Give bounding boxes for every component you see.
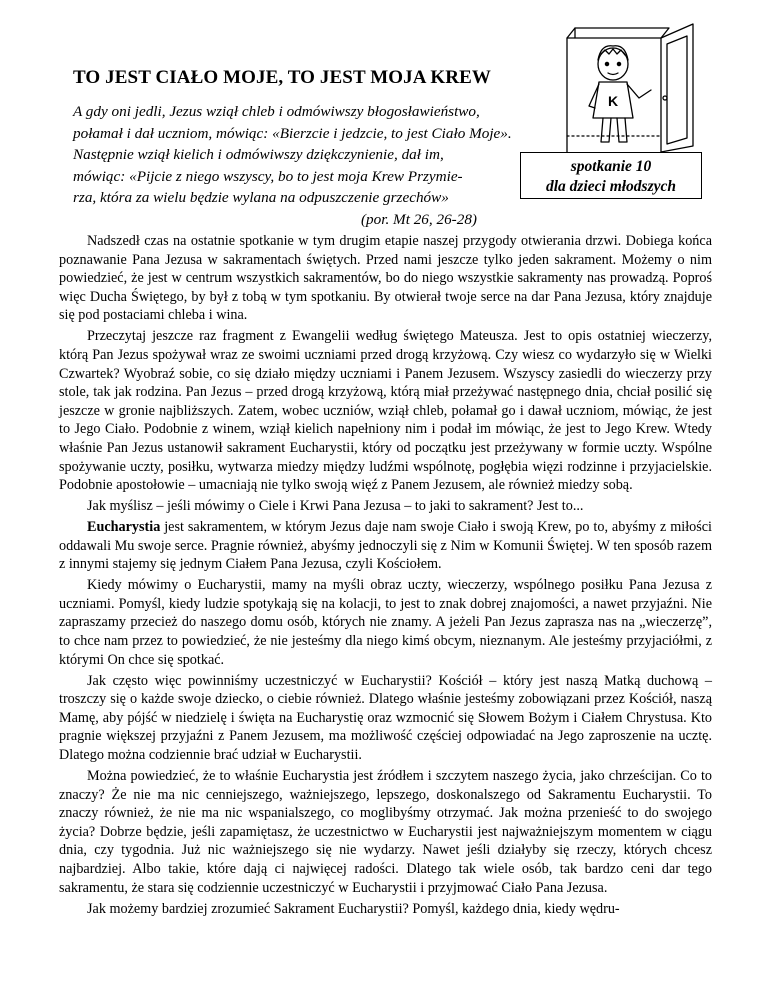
paragraph: Jak możemy bardziej zrozumieć Sakrament Eucharystii? Pomyśl, każdego dnia, kiedy wędru-: [87, 900, 620, 917]
paragraph: Kiedy mówimy o Eucharystii, mamy na myśli obraz uczty, wieczerzy, wspólnego posiłku Pana Jezusa z uczniami. Pomyśl, kiedy ludzie spotykają się na kolacji, to jest to znak dobrej znajomości, a nawet przyjaźni. Nie zapraszamy przecież do naszego domu osób, których nie znamy. A jeżeli Pan Jezus zaprasza nas na „wieczerzę”, to chce nam przez to powiedzieć, że nie jesteśmy dla niego kimś obcym, nieznanym. Ale jesteśmy przyjaciółmi, z którymi On chce się spotkać.: [59, 577, 712, 668]
page-title: TO JEST CIAŁO MOJE, TO JEST MOJA KREW: [73, 67, 491, 88]
scripture-reference: (por. Mt 26, 26-28): [360, 210, 477, 228]
paragraph: Jak często więc powinniśmy uczestniczyć w Eucharystii? Kościół – który jest naszą Matką duchową – troszczy się o każde swoje dziecko, o ciebie również. Dlatego właśnie jesteśmy zobowiązani przez Kościół, naszą Mamę, aby pójść w niedzielę i święta na Eucharystię oraz wzmocnić się Słowem Bożym i Ciałem Chrystusa. Kto pragnie większej przyjaźni z Panem Jezusem, ma możliwość częściej odpowiadać na Jego zaproszenie na ucztę. Dlatego można codziennie brać udział w Eucharystii.: [59, 672, 712, 763]
quote-line: A gdy oni jedli, Jezus wziął chleb i odmówiwszy błogosławieństwo,: [73, 103, 480, 120]
badge-audience: dla dzieci młodszych: [545, 178, 677, 195]
quote-line: połamał i dał uczniom, mówiąc: «Bierzcie i jedzcie, to jest Ciało Moje».: [73, 124, 512, 142]
quote-line: mówiąc: «Pijcie z niego wszyscy, bo to jest moja Krew Przymie-: [73, 167, 463, 185]
term-eucharistia: Eucharystia: [87, 519, 161, 536]
badge-meeting-number: spotkanie 10: [570, 158, 652, 175]
quote-line: rza, która za wielu będzie wylana na odpuszczenie grzechów»: [73, 189, 449, 206]
child-in-doorway-illustration: [561, 18, 701, 154]
scripture-quote: [73, 101, 535, 230]
shirt-letter: K: [608, 93, 619, 109]
paragraph: Eucharystia jest sakramentem, w którym Jezus daje nam swoje Ciało i swoją Krew, po to, abyśmy z miłości oddawali Mu swoje serce. Pragnie również, abyśmy jednoczyli się z Nim w Komunii Świętej. W ten sposób razem z innymi stajemy się jednym Ciałem Pana Jezusa, czyli Kościołem.: [59, 519, 712, 573]
article-body: [59, 232, 712, 921]
paragraph: Można powiedzieć, że to właśnie Eucharystia jest źródłem i szczytem naszego życia, jako chrześcijan. Co to znaczy? Że nie ma nic cenniejszego, ważniejszego, lepszego, doskonalszego od Sakramentu Eucharystii. To znaczy również, że nie ma nic wspanialszego, co moglibyśmy otrzymać. Jak można przenieść to do swojego życia? Dobrze będzie, jeśli zapamiętasz, że uczestnictwo w Eucharystii jest najważniejszym momentem w ciągu dnia, czy tygodnia. Już nic ważniejszego się nie wydarzy. Nawet jeśli działyby się rzeczy, których chcesz najbardziej. Albo takie, które dają ci najwięcej radości. Dlatego tak wiele osób, tak bardzo ceni dar tego sakramentu, że stara się codziennie uczestniczyć w Eucharystii i przyjmować Ciało Pana Jezusa.: [59, 767, 712, 896]
meeting-badge: [520, 152, 702, 199]
quote-line: Następnie wziął kielich i odmówiwszy dziękczynienie, dał im,: [73, 146, 444, 163]
paragraph: Nadszedł czas na ostatnie spotkanie w tym drugim etapie naszej przygody otwierania drzwi. Dobiega końca poznawanie Pana Jezusa w sakramentach świętych. Przed nami jeszcze tylko jeden sakrament. Możemy o nim powiedzieć, że jest w centrum wszystkich sakramentów, bo do niego wszystkie sakramenty nas prowadzą. Poproś więc Ducha Świętego, by był z tobą w tym spotkaniu. By otwierał twoje serce na dar Pana Jezusa, który znajduje się pod postaciami chleba i wina.: [59, 233, 712, 324]
paragraph: Jak myślisz – jeśli mówimy o Ciele i Krwi Pana Jezusa – to jaki to sakrament? Jest to...: [87, 498, 584, 515]
paragraph: Przeczytaj jeszcze raz fragment z Ewangelii według świętego Mateusza. Jest to opis ostatniej wieczerzy, którą Pan Jezus spożywał wraz ze swoimi uczniami przed drogą krzyżową. Czy wiesz co wydarzyło się w Wielki Czwartek? Wyobraź sobie, co się działo między uczniami i Panem Jezusem. Wszyscy zasiedli do wieczerzy przy stole, tak jak rodzina. Pan Jezus – przed drogą krzyżową, którą miał przeżywać następnego dnia, chciał posilić się jeszcze w gronie najbliższych. Zatem, wobec uczniów, wziął chleb, połamał go i dawał uczniom, mówiąc, że jest to Jego Ciało. Podobnie z winem, wziął kielich napełniony nim i podał im mówiąc, że jest to Jego Krew. Wtedy właśnie Pan Jezus ustanowił sakrament Eucharystii, który od początku jest przeżywany w formie uczty. Wspólne spożywanie uczty, posiłku, wytwarza miedzy między ludźmi wspólnotę, pogłębia więzi rodzinne i przyjacielskie. Podobnie apostołowie – umacniają nie tylko swoją więź z Panem Jezusem, ale również miedzy sobą.: [59, 328, 712, 494]
